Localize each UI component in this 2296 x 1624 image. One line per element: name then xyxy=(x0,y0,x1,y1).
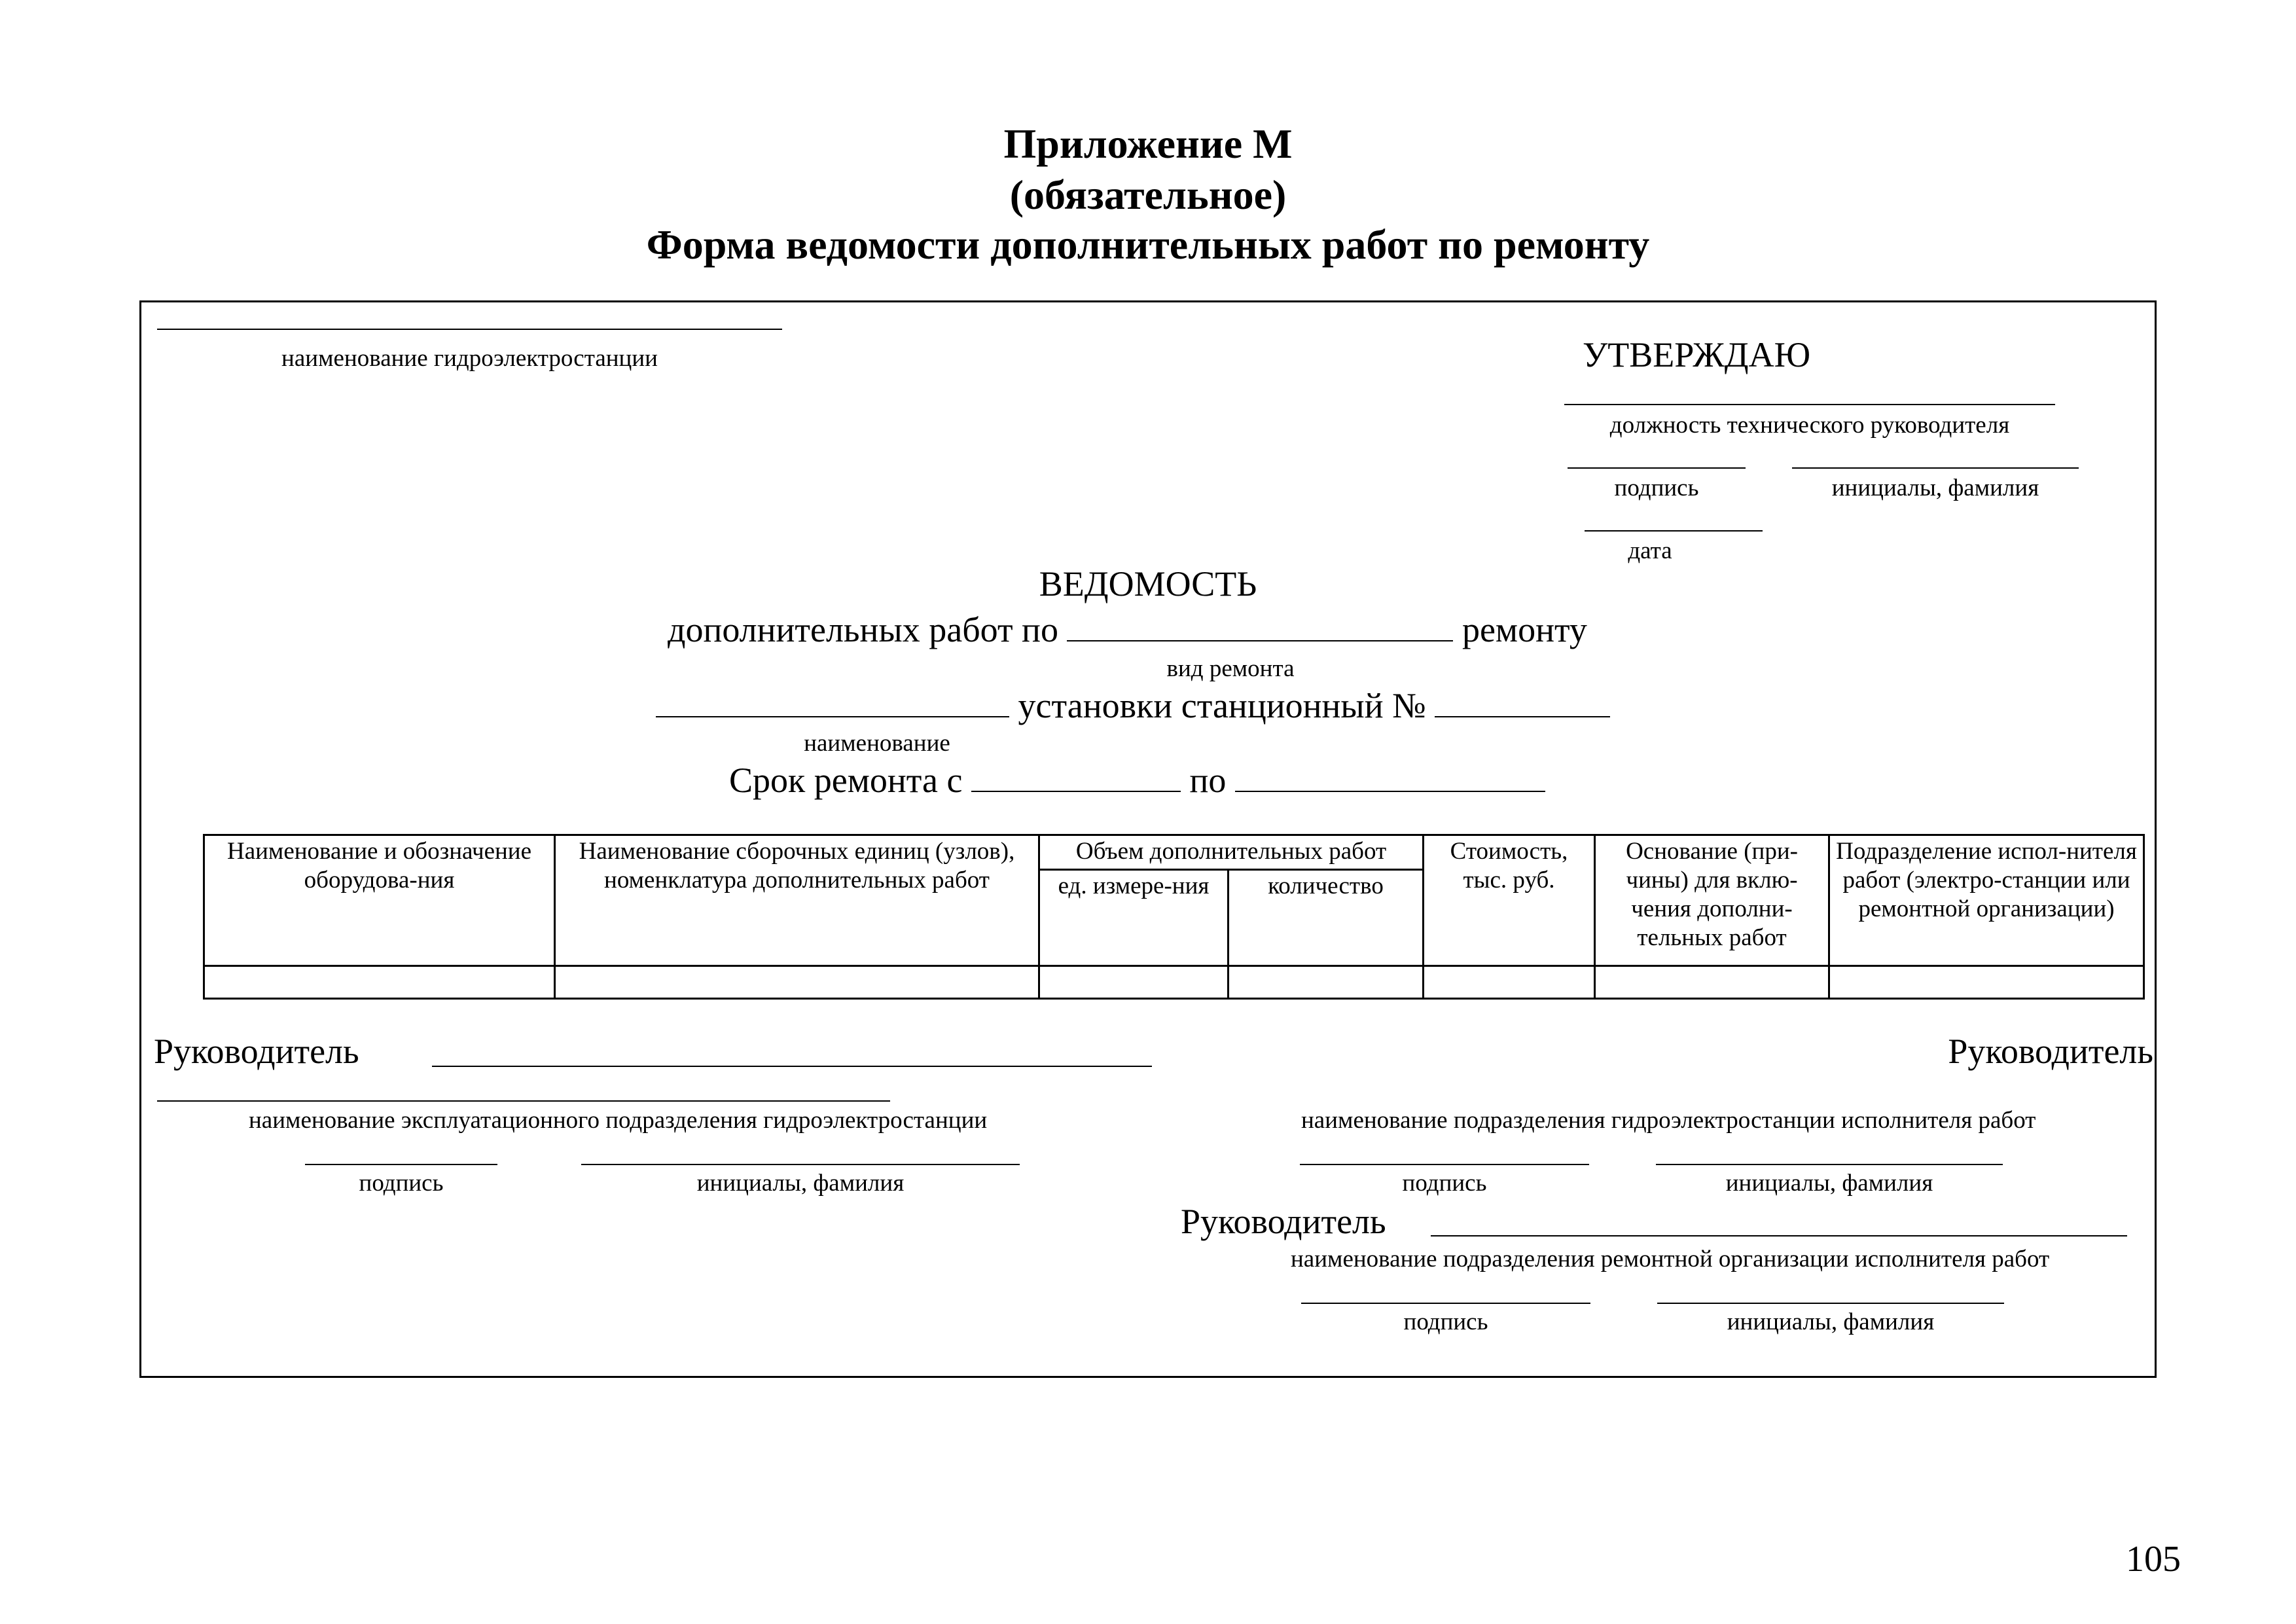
right-head-label: Руководитель xyxy=(1948,1032,2153,1071)
position-line[interactable] xyxy=(1564,404,2055,405)
table-header-reason: Основание (при-чины) для вклю-чения дополни-тельных работ xyxy=(1595,835,1829,966)
repair-name-line[interactable] xyxy=(1657,1303,2004,1304)
statement-line-unit xyxy=(656,686,1610,725)
table-cell-executor[interactable] xyxy=(1829,966,2144,999)
table-header-assembly: Наименование сборочных единиц (узлов), номенклатура дополнительных работ xyxy=(555,835,1039,966)
table-cell-equipment[interactable] xyxy=(204,966,555,999)
approve-title: УТВЕРЖДАЮ xyxy=(1583,335,1811,374)
table-cell-unit[interactable] xyxy=(1039,966,1229,999)
table-header-equipment: Наименование и обозначение оборудова-ния xyxy=(204,835,555,966)
repair-unit-caption: наименование подразделения ремонтной организации исполнителя работ xyxy=(1291,1246,2050,1272)
table-cell-assembly[interactable] xyxy=(555,966,1039,999)
table-cell-reason[interactable] xyxy=(1595,966,1829,999)
station-number-field[interactable] xyxy=(1435,687,1610,717)
repair-signature-line[interactable] xyxy=(1301,1303,1590,1304)
statement-line-repair xyxy=(668,610,1587,649)
period-start-field[interactable] xyxy=(971,762,1181,792)
statement-line3-middle: по xyxy=(1189,761,1227,800)
table-cell-quantity[interactable] xyxy=(1229,966,1424,999)
approve-signature-line[interactable] xyxy=(1568,467,1746,469)
left-head-line[interactable] xyxy=(432,1066,1152,1067)
position-caption: должность технического руководителя xyxy=(1609,412,2010,439)
statement-title: ВЕДОМОСТЬ xyxy=(1039,564,1257,604)
table-header-volume: Объем дополнительных работ xyxy=(1039,835,1424,870)
statement-line1-prefix: дополнительных работ по xyxy=(668,610,1058,649)
statement-line3-prefix: Срок ремонта с xyxy=(729,761,963,800)
table-header-unit: ед. измере-ния xyxy=(1039,870,1229,966)
approve-name-caption: инициалы, фамилия xyxy=(1831,475,2039,501)
period-end-field[interactable] xyxy=(1235,762,1545,792)
repair-head-label: Руководитель xyxy=(1181,1202,1386,1241)
approve-date-line[interactable] xyxy=(1585,530,1763,532)
right-name-caption: инициалы, фамилия xyxy=(1725,1170,1933,1197)
statement-line2-middle: установки станционный № xyxy=(1018,686,1426,725)
table-header-cost: Стоимость, тыс. руб. xyxy=(1424,835,1595,966)
right-name-line[interactable] xyxy=(1656,1164,2003,1165)
table-cell-cost[interactable] xyxy=(1424,966,1595,999)
statement-line-period xyxy=(729,761,1545,800)
table-header-quantity: количество xyxy=(1229,870,1424,966)
left-name-caption: инициалы, фамилия xyxy=(696,1170,905,1197)
station-name-caption: наименование гидроэлектростанции xyxy=(281,345,658,372)
repair-name-caption: инициалы, фамилия xyxy=(1727,1308,1935,1335)
right-signature-caption: подпись xyxy=(1402,1170,1487,1197)
right-signature-line[interactable] xyxy=(1300,1164,1589,1165)
statement-line1-suffix: ремонту xyxy=(1462,610,1587,649)
approve-signature-caption: подпись xyxy=(1614,475,1699,501)
left-signature-line[interactable] xyxy=(305,1164,497,1165)
appendix-title: Приложение М xyxy=(1003,120,1293,167)
form-title: Форма ведомости дополнительных работ по ремонту xyxy=(646,221,1650,268)
station-name-line[interactable] xyxy=(157,329,782,330)
left-head-label: Руководитель xyxy=(154,1032,359,1071)
table-header-executor: Подразделение испол-нителя работ (электро-станции или ремонтной организации) xyxy=(1829,835,2144,966)
right-unit-caption: наименование подразделения гидроэлектростанции исполнителя работ xyxy=(1301,1107,2036,1134)
approve-date-caption: дата xyxy=(1628,537,1672,564)
left-unit-caption: наименование эксплуатационного подразделения гидроэлектростанции xyxy=(249,1107,988,1134)
repair-signature-caption: подпись xyxy=(1403,1308,1488,1335)
left-unit-line[interactable] xyxy=(157,1100,890,1102)
repair-type-field[interactable] xyxy=(1067,611,1453,641)
additional-works-table xyxy=(203,834,2145,1000)
approve-name-line[interactable] xyxy=(1792,467,2079,469)
left-signature-caption: подпись xyxy=(359,1170,444,1197)
appendix-status: (обязательное) xyxy=(1009,171,1287,218)
unit-name-field[interactable] xyxy=(656,687,1009,717)
repair-type-caption: вид ремонта xyxy=(1166,655,1295,682)
page-number: 105 xyxy=(2126,1539,2181,1579)
repair-head-line[interactable] xyxy=(1431,1235,2127,1236)
left-name-line[interactable] xyxy=(581,1164,1020,1165)
unit-name-caption: наименование xyxy=(804,730,950,757)
